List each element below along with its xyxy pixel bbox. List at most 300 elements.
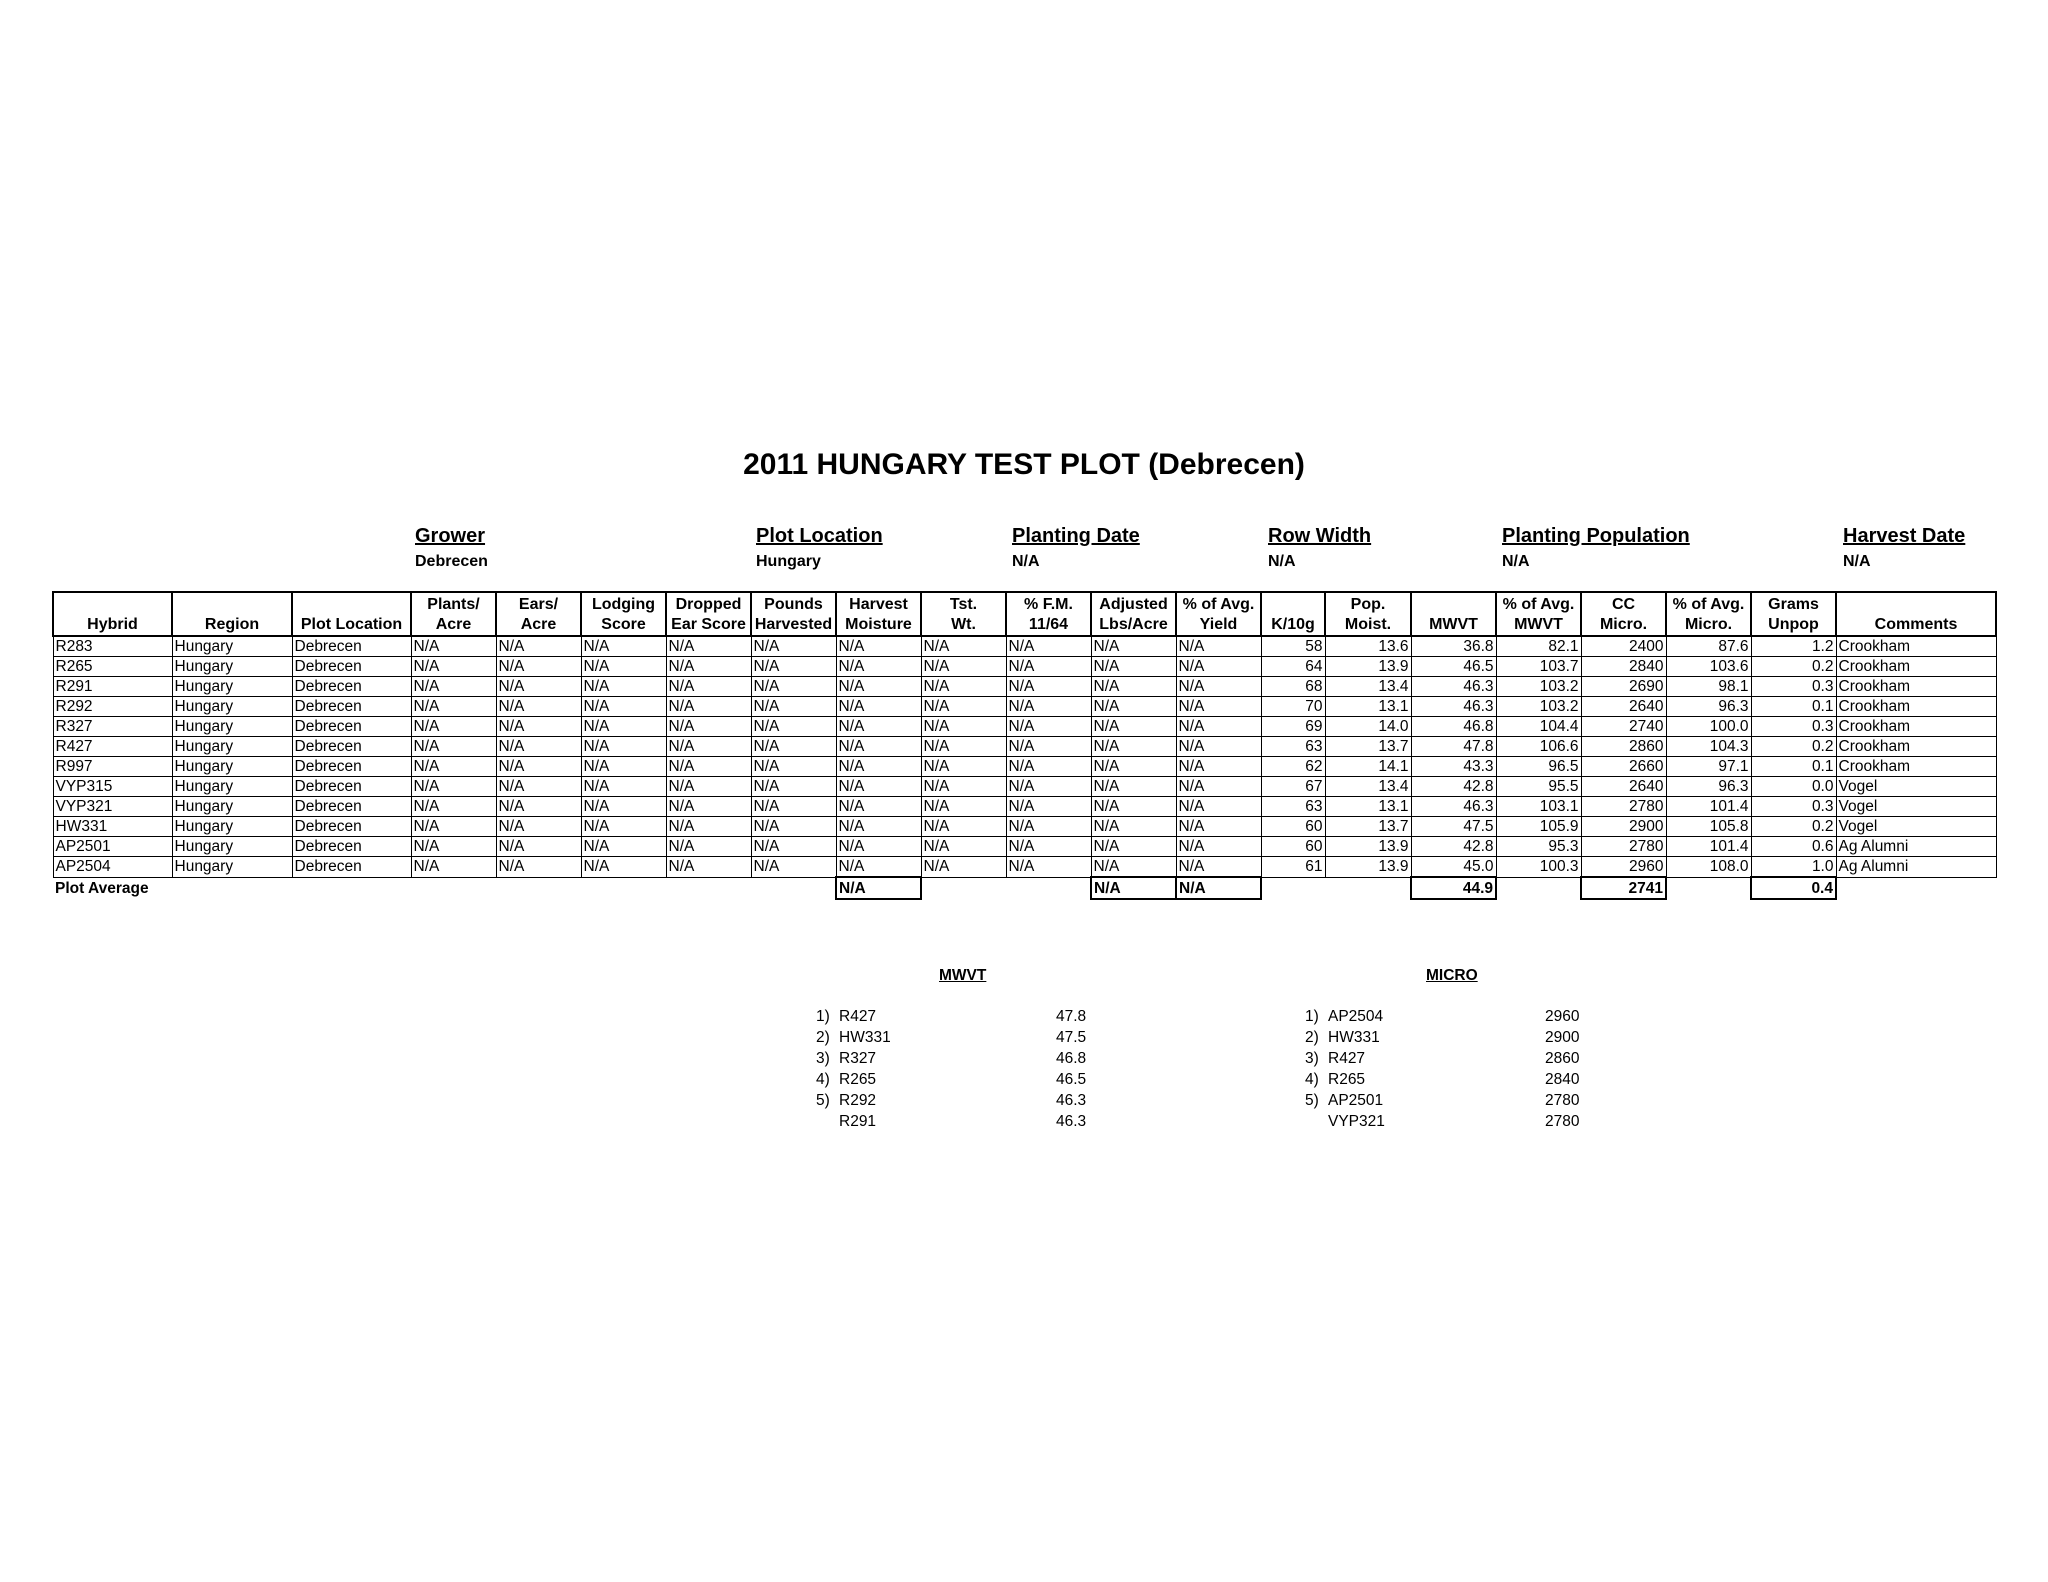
table-cell: N/A <box>496 677 581 697</box>
table-cell: Ag Alumni <box>1836 857 1996 878</box>
table-cell: N/A <box>496 717 581 737</box>
table-cell: Crookham <box>1836 737 1996 757</box>
table-cell: 0.1 <box>1751 697 1836 717</box>
table-cell: N/A <box>1091 717 1176 737</box>
table-cell: 13.4 <box>1325 677 1411 697</box>
table-cell: N/A <box>1006 697 1091 717</box>
table-cell: N/A <box>1176 837 1261 857</box>
column-header-line: Plot Location <box>300 616 403 633</box>
table-cell: N/A <box>411 857 496 878</box>
ranking-item <box>816 1050 1116 1071</box>
table-cell: 2960 <box>1581 857 1666 878</box>
table-cell: N/A <box>751 697 836 717</box>
table-cell: N/A <box>751 636 836 657</box>
table-cell: 45.0 <box>1411 857 1496 878</box>
table-cell: 103.2 <box>1496 677 1581 697</box>
table-cell: N/A <box>1176 677 1261 697</box>
table-cell: 2860 <box>1581 737 1666 757</box>
table-cell: 14.0 <box>1325 717 1411 737</box>
table-cell: 70 <box>1261 697 1325 717</box>
table-cell: N/A <box>751 757 836 777</box>
table-cell: 13.7 <box>1325 737 1411 757</box>
table-cell: N/A <box>836 737 921 757</box>
ranking-hybrid: R291 <box>839 1113 877 1130</box>
table-cell: N/A <box>411 677 496 697</box>
column-header <box>1325 592 1411 636</box>
column-header <box>1411 592 1496 636</box>
column-header-line: % of Avg. <box>1502 596 1575 613</box>
table-cell: R327 <box>53 717 172 737</box>
table-cell: 42.8 <box>1411 777 1496 797</box>
table-cell: N/A <box>581 677 666 697</box>
column-header-line: Lodging <box>591 596 656 613</box>
table-cell: 2660 <box>1581 757 1666 777</box>
table-cell: 47.5 <box>1411 817 1496 837</box>
column-header <box>53 592 172 636</box>
empty-cell <box>666 877 751 899</box>
column-header-line: Adjusted <box>1099 596 1168 613</box>
table-cell: 2690 <box>1581 677 1666 697</box>
column-header-line: Pop. <box>1350 596 1386 613</box>
column-header-line: Moisture <box>845 616 912 633</box>
plot-average-value: N/A <box>1176 877 1261 899</box>
plot-average-value: 0.4 <box>1751 877 1836 899</box>
table-cell: Hungary <box>172 717 292 737</box>
table-cell: 36.8 <box>1411 636 1496 657</box>
column-header <box>581 592 666 636</box>
column-header-line: Lbs/Acre <box>1099 616 1168 633</box>
column-header-line: Dropped <box>675 596 742 613</box>
table-cell: 69 <box>1261 717 1325 737</box>
ranking-item <box>1305 1113 1605 1134</box>
empty-cell <box>1836 877 1996 899</box>
column-header-line: Score <box>601 616 646 633</box>
table-cell: VYP321 <box>53 797 172 817</box>
page-title: 2011 HUNGARY TEST PLOT (Debrecen) <box>743 448 1305 481</box>
table-cell: N/A <box>1091 697 1176 717</box>
table-cell: N/A <box>836 857 921 878</box>
table-cell: Crookham <box>1836 677 1996 697</box>
ranking-value: 2780 <box>1545 1092 1580 1109</box>
column-header-line: Ear Score <box>671 616 746 633</box>
table-cell: N/A <box>581 717 666 737</box>
table-cell: N/A <box>496 797 581 817</box>
table-cell: N/A <box>1006 777 1091 797</box>
ranking-item <box>1305 1092 1605 1113</box>
table-cell: 46.3 <box>1411 677 1496 697</box>
table-cell: Hungary <box>172 777 292 797</box>
table-cell: N/A <box>836 657 921 677</box>
table-cell: R291 <box>53 677 172 697</box>
table-cell: 14.1 <box>1325 757 1411 777</box>
harvest-date-heading: Harvest Date <box>1843 525 1966 547</box>
ranking-item <box>1305 1071 1605 1092</box>
table-cell: 96.5 <box>1496 757 1581 777</box>
table-cell: Debrecen <box>292 757 411 777</box>
column-header-line: Harvest <box>849 596 908 613</box>
table-cell: N/A <box>666 677 751 697</box>
table-cell: N/A <box>496 757 581 777</box>
ranking-hybrid: VYP321 <box>1328 1113 1385 1130</box>
table-cell: 64 <box>1261 657 1325 677</box>
table-cell: N/A <box>666 817 751 837</box>
ranking-number: 1) <box>816 1008 830 1025</box>
table-cell: 13.9 <box>1325 837 1411 857</box>
table-row <box>53 817 1996 837</box>
table-cell: 1.2 <box>1751 636 1836 657</box>
ranking-item <box>816 1071 1116 1092</box>
column-header-line: Acre <box>435 616 472 633</box>
table-cell: 2400 <box>1581 636 1666 657</box>
table-cell: 2840 <box>1581 657 1666 677</box>
planting-date-value: N/A <box>1012 553 1040 570</box>
table-row <box>53 837 1996 857</box>
table-cell: Debrecen <box>292 717 411 737</box>
table-cell: N/A <box>1091 837 1176 857</box>
table-cell: Vogel <box>1836 777 1996 797</box>
table-cell: 68 <box>1261 677 1325 697</box>
plot-location-value: Hungary <box>756 553 821 570</box>
table-cell: N/A <box>751 737 836 757</box>
table-cell: N/A <box>1091 657 1176 677</box>
table-cell: Crookham <box>1836 697 1996 717</box>
column-header <box>751 592 836 636</box>
table-cell: N/A <box>1091 757 1176 777</box>
table-cell: 42.8 <box>1411 837 1496 857</box>
table-cell: Debrecen <box>292 777 411 797</box>
table-cell: N/A <box>1006 657 1091 677</box>
table-cell: N/A <box>921 737 1006 757</box>
table-cell: 2900 <box>1581 817 1666 837</box>
column-header <box>1751 592 1836 636</box>
table-cell: 103.6 <box>1666 657 1751 677</box>
ranking-number: 5) <box>816 1092 830 1109</box>
empty-cell <box>411 877 496 899</box>
table-cell: N/A <box>581 737 666 757</box>
column-header <box>1176 592 1261 636</box>
ranking-hybrid: R265 <box>839 1071 877 1088</box>
table-cell: N/A <box>1091 737 1176 757</box>
table-cell: N/A <box>836 837 921 857</box>
ranking-number: 1) <box>1305 1008 1319 1025</box>
table-cell: 104.3 <box>1666 737 1751 757</box>
table-cell: Crookham <box>1836 717 1996 737</box>
table-cell: Debrecen <box>292 837 411 857</box>
ranking-item <box>816 1113 1116 1134</box>
table-cell: Debrecen <box>292 857 411 878</box>
table-cell: 62 <box>1261 757 1325 777</box>
table-cell: 103.2 <box>1496 697 1581 717</box>
table-cell: N/A <box>751 817 836 837</box>
table-cell: N/A <box>751 677 836 697</box>
table-cell: N/A <box>496 817 581 837</box>
table-cell: HW331 <box>53 817 172 837</box>
table-cell: 0.1 <box>1751 757 1836 777</box>
column-header-line: MWVT <box>1514 616 1563 633</box>
ranking-value: 2860 <box>1545 1050 1580 1067</box>
table-cell: R292 <box>53 697 172 717</box>
ranking-number: 2) <box>816 1029 830 1046</box>
column-header <box>292 592 411 636</box>
table-cell: N/A <box>1006 797 1091 817</box>
empty-cell <box>496 877 581 899</box>
column-header-line <box>294 595 409 615</box>
table-cell: N/A <box>1006 757 1091 777</box>
table-cell: Hungary <box>172 857 292 878</box>
column-header-line <box>55 595 170 615</box>
row-width-value: N/A <box>1268 553 1296 570</box>
table-cell: Debrecen <box>292 737 411 757</box>
table-cell: R283 <box>53 636 172 657</box>
table-cell: 0.2 <box>1751 817 1836 837</box>
ranking-value: 2780 <box>1545 1113 1580 1130</box>
column-header-line: Grams <box>1768 596 1819 613</box>
ranking-hybrid: R292 <box>839 1092 877 1109</box>
table-cell: N/A <box>496 857 581 878</box>
table-cell: N/A <box>921 797 1006 817</box>
plot-average-value: N/A <box>836 877 921 899</box>
table-cell: 13.6 <box>1325 636 1411 657</box>
ranking-value: 46.3 <box>1056 1092 1087 1109</box>
test-plot-table <box>52 591 1997 900</box>
column-header <box>172 592 292 636</box>
table-cell: N/A <box>411 717 496 737</box>
table-cell: N/A <box>1176 636 1261 657</box>
table-cell: N/A <box>921 717 1006 737</box>
ranking-value: 47.5 <box>1056 1029 1087 1046</box>
table-cell: N/A <box>411 797 496 817</box>
table-cell: 46.3 <box>1411 697 1496 717</box>
table-cell: 0.3 <box>1751 677 1836 697</box>
table-cell: N/A <box>496 636 581 657</box>
column-header-line: Micro. <box>1684 616 1733 633</box>
plot-average-row <box>53 877 1996 899</box>
column-header-line: Pounds <box>764 596 823 613</box>
table-cell: 0.2 <box>1751 657 1836 677</box>
table-cell: N/A <box>1091 857 1176 878</box>
ranking-number: 4) <box>816 1071 830 1088</box>
table-cell: N/A <box>1176 817 1261 837</box>
table-cell: N/A <box>921 817 1006 837</box>
table-cell: 13.7 <box>1325 817 1411 837</box>
table-cell: Hungary <box>172 636 292 657</box>
table-cell: N/A <box>1006 837 1091 857</box>
table-cell: N/A <box>1176 857 1261 878</box>
ranking-number: 4) <box>1305 1071 1319 1088</box>
table-cell: Hungary <box>172 677 292 697</box>
empty-cell <box>921 877 1006 899</box>
table-cell: R427 <box>53 737 172 757</box>
table-row <box>53 777 1996 797</box>
column-header-line: Unpop <box>1768 616 1819 633</box>
table-cell: N/A <box>666 697 751 717</box>
table-cell: R997 <box>53 757 172 777</box>
table-cell: N/A <box>1006 817 1091 837</box>
table-cell: Debrecen <box>292 657 411 677</box>
ranking-item <box>1305 1050 1605 1071</box>
column-header-line: MWVT <box>1429 616 1478 633</box>
table-cell: 13.9 <box>1325 857 1411 878</box>
table-cell: N/A <box>836 717 921 737</box>
ranking-hybrid: R327 <box>839 1050 877 1067</box>
ranking-hybrid: R427 <box>1328 1050 1366 1067</box>
table-cell: Crookham <box>1836 757 1996 777</box>
table-cell: N/A <box>1006 636 1091 657</box>
table-cell: 67 <box>1261 777 1325 797</box>
table-cell: N/A <box>496 697 581 717</box>
table-row <box>53 697 1996 717</box>
column-header <box>1091 592 1176 636</box>
ranking-item <box>816 1029 1116 1050</box>
column-header-line: Acre <box>520 616 557 633</box>
ranking-hybrid: AP2501 <box>1328 1092 1384 1109</box>
table-cell: 87.6 <box>1666 636 1751 657</box>
empty-cell <box>581 877 666 899</box>
table-cell: Hungary <box>172 757 292 777</box>
ranking-hybrid: HW331 <box>839 1029 891 1046</box>
table-cell: N/A <box>496 837 581 857</box>
table-cell: N/A <box>1091 636 1176 657</box>
table-cell: N/A <box>751 837 836 857</box>
table-cell: 106.6 <box>1496 737 1581 757</box>
table-cell: N/A <box>751 797 836 817</box>
table-cell: N/A <box>751 857 836 878</box>
empty-cell <box>1261 877 1325 899</box>
table-cell: N/A <box>751 777 836 797</box>
table-cell: N/A <box>411 737 496 757</box>
column-header-line: Micro. <box>1599 616 1648 633</box>
table-cell: 104.4 <box>1496 717 1581 737</box>
table-cell: N/A <box>581 797 666 817</box>
table-cell: Vogel <box>1836 797 1996 817</box>
table-cell: N/A <box>1091 677 1176 697</box>
table-cell: 101.4 <box>1666 837 1751 857</box>
table-cell: N/A <box>751 717 836 737</box>
table-row <box>53 857 1996 878</box>
table-cell: N/A <box>666 717 751 737</box>
table-cell: 63 <box>1261 737 1325 757</box>
table-cell: 13.4 <box>1325 777 1411 797</box>
table-cell: 13.9 <box>1325 657 1411 677</box>
table-cell: Ag Alumni <box>1836 837 1996 857</box>
table-cell: 103.7 <box>1496 657 1581 677</box>
micro-ranking-list <box>1305 1008 1605 1134</box>
table-cell: Hungary <box>172 737 292 757</box>
empty-cell <box>1666 877 1751 899</box>
harvest-date-value: N/A <box>1843 553 1871 570</box>
column-header <box>1666 592 1751 636</box>
table-cell: N/A <box>836 697 921 717</box>
table-cell: 60 <box>1261 837 1325 857</box>
ranking-number: 3) <box>816 1050 830 1067</box>
table-cell: N/A <box>666 657 751 677</box>
table-cell: AP2501 <box>53 837 172 857</box>
table-cell: Crookham <box>1836 657 1996 677</box>
column-header-line <box>1263 595 1323 615</box>
table-cell: VYP315 <box>53 777 172 797</box>
ranking-hybrid: R265 <box>1328 1071 1366 1088</box>
planting-population-value: N/A <box>1502 553 1530 570</box>
table-cell: 2740 <box>1581 717 1666 737</box>
column-header-line: Yield <box>1199 616 1238 633</box>
table-cell: N/A <box>496 737 581 757</box>
planting-date-heading: Planting Date <box>1012 525 1140 547</box>
table-cell: N/A <box>1006 677 1091 697</box>
table-cell: N/A <box>1176 777 1261 797</box>
table-cell: 100.3 <box>1496 857 1581 878</box>
table-cell: 46.3 <box>1411 797 1496 817</box>
table-cell: N/A <box>1176 757 1261 777</box>
column-header <box>1836 592 1996 636</box>
table-cell: N/A <box>1091 817 1176 837</box>
table-cell: 61 <box>1261 857 1325 878</box>
table-cell: 46.8 <box>1411 717 1496 737</box>
table-cell: N/A <box>411 837 496 857</box>
column-header-line: % of Avg. <box>1182 596 1255 613</box>
column-header <box>666 592 751 636</box>
column-header-line <box>174 595 290 615</box>
column-header <box>1496 592 1581 636</box>
table-cell: N/A <box>1006 717 1091 737</box>
table-cell: N/A <box>1176 657 1261 677</box>
table-cell: 0.0 <box>1751 777 1836 797</box>
ranking-number: 2) <box>1305 1029 1319 1046</box>
row-width-heading: Row Width <box>1268 525 1372 547</box>
ranking-value: 47.8 <box>1056 1008 1087 1025</box>
table-cell: Hungary <box>172 657 292 677</box>
table-cell: N/A <box>411 817 496 837</box>
ranking-hybrid: R427 <box>839 1008 877 1025</box>
table-cell: N/A <box>836 777 921 797</box>
ranking-value: 2900 <box>1545 1029 1580 1046</box>
table-row <box>53 797 1996 817</box>
table-cell: Vogel <box>1836 817 1996 837</box>
table-cell: Debrecen <box>292 677 411 697</box>
column-header-line: Hybrid <box>87 616 138 633</box>
table-cell: 58 <box>1261 636 1325 657</box>
empty-cell <box>1325 877 1411 899</box>
column-header <box>411 592 496 636</box>
table-cell: N/A <box>921 837 1006 857</box>
column-header-line: Comments <box>1874 616 1958 633</box>
table-cell: N/A <box>836 757 921 777</box>
table-cell: N/A <box>1176 717 1261 737</box>
mwvt-ranking-list <box>816 1008 1116 1134</box>
table-cell: 2780 <box>1581 797 1666 817</box>
table-cell: N/A <box>581 697 666 717</box>
table-row <box>53 636 1996 657</box>
table-cell: 98.1 <box>1666 677 1751 697</box>
table-row <box>53 757 1996 777</box>
table-row <box>53 657 1996 677</box>
table-cell: N/A <box>921 857 1006 878</box>
table-cell: 103.1 <box>1496 797 1581 817</box>
mwvt-ranking-title: MWVT <box>939 967 987 984</box>
table-cell: N/A <box>666 737 751 757</box>
column-header-line: Tst. <box>949 596 978 613</box>
table-cell: 96.3 <box>1666 777 1751 797</box>
table-cell: 13.1 <box>1325 697 1411 717</box>
planting-population-heading: Planting Population <box>1502 525 1690 547</box>
table-cell: 0.3 <box>1751 797 1836 817</box>
table-cell: 105.8 <box>1666 817 1751 837</box>
empty-cell <box>751 877 836 899</box>
empty-cell <box>292 877 411 899</box>
column-header-line: Plants/ <box>427 596 480 613</box>
table-cell: N/A <box>666 636 751 657</box>
column-header-line: K/10g <box>1271 616 1315 633</box>
table-cell: Debrecen <box>292 636 411 657</box>
